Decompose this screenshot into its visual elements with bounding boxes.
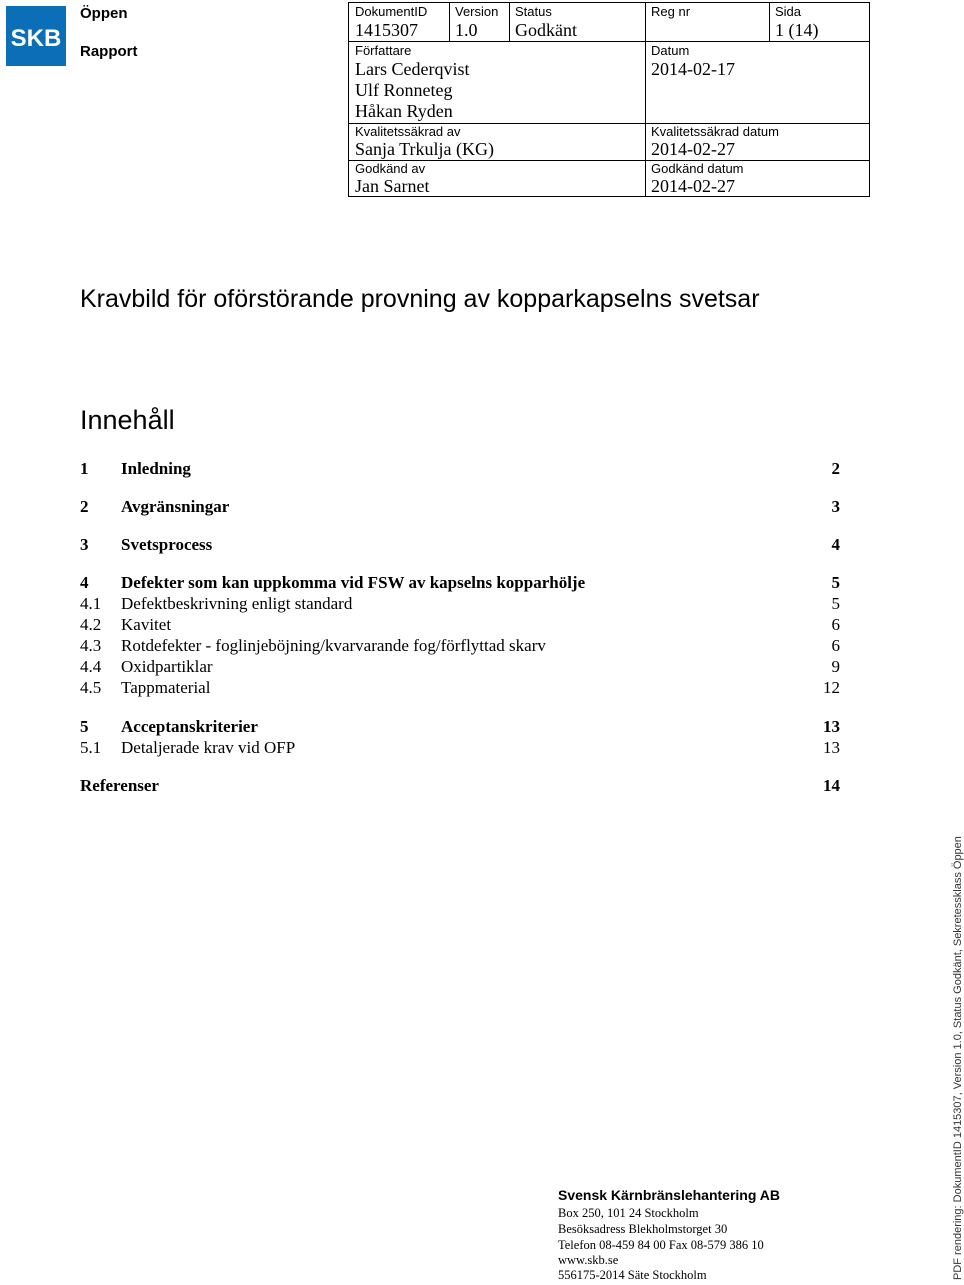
authors-label: Författare: [355, 43, 412, 58]
toc-number: 1: [80, 459, 89, 478]
footer-company-name: Svensk Kärnbränslehantering AB: [558, 1187, 780, 1203]
toc-page: 5: [831, 594, 840, 613]
toc-number: 3: [80, 535, 89, 554]
toc-page: 6: [831, 636, 840, 655]
date-label: Datum: [651, 43, 690, 58]
version-label: Version: [455, 4, 499, 19]
document-title: Kravbild för oförstörande provning av kopparkapselns svetsar: [80, 285, 760, 313]
approved-label: Godkänd av: [355, 161, 426, 176]
toc-title: Detaljerade krav vid OFP: [121, 738, 296, 757]
regnr-label: Reg nr: [651, 4, 691, 19]
author-name: Håkan Ryden: [355, 101, 453, 121]
status-value: Godkänt: [515, 20, 577, 40]
toc-title: Referenser: [80, 776, 159, 795]
classification-label: Öppen: [80, 5, 128, 22]
toc-title: Acceptanskriterier: [121, 717, 258, 736]
pdf-rendering-side-text: PDF rendering: DokumentID 1415307, Version 1.0, Status Godkänt, Sekretessklass Öppen: [952, 836, 964, 1280]
toc-page: 12: [823, 678, 840, 697]
toc-page: 5: [831, 573, 840, 592]
status-label: Status: [515, 4, 552, 19]
toc-entry[interactable]: [80, 657, 840, 678]
toc-entry[interactable]: [80, 615, 840, 636]
docid-label: DokumentID: [355, 4, 428, 19]
toc-page: 14: [823, 776, 840, 795]
toc-title: Kavitet: [121, 615, 172, 634]
toc-page: 13: [823, 738, 840, 757]
toc-number: 4.2: [80, 615, 102, 634]
toc-title: Avgränsningar: [121, 497, 230, 516]
qa-date-label: Kvalitetssäkrad datum: [651, 124, 779, 139]
toc-number: 2: [80, 497, 89, 516]
toc-title: Defekter som kan uppkomma vid FSW av kapselns kopparhölje: [121, 573, 586, 592]
toc-title: Svetsprocess: [121, 535, 213, 554]
version-value: 1.0: [455, 20, 478, 40]
toc-page: 4: [831, 535, 840, 554]
toc-entry[interactable]: [80, 459, 840, 480]
toc-entry[interactable]: [80, 573, 840, 594]
toc-page: 6: [831, 615, 840, 634]
approved-date-label: Godkänd datum: [651, 161, 744, 176]
toc-number: 5: [80, 717, 89, 736]
toc-entry[interactable]: [80, 678, 840, 699]
docid-value: 1415307: [355, 20, 418, 40]
toc-title: Oxidpartiklar: [121, 657, 213, 676]
page-value: 1 (14): [775, 20, 819, 40]
toc-entry[interactable]: [80, 738, 840, 759]
footer-registration-line: 556175-2014 Säte Stockholm: [558, 1268, 707, 1282]
logo-text: SKB: [10, 25, 62, 52]
toc-page: 3: [831, 497, 840, 516]
toc-entry[interactable]: [80, 636, 840, 657]
toc-entry[interactable]: [80, 535, 840, 556]
toc-entry[interactable]: [80, 717, 840, 738]
document-type-label: Rapport: [80, 43, 138, 60]
toc-number: 4.4: [80, 657, 102, 676]
page-label: Sida: [775, 4, 802, 19]
qa-date-value: 2014-02-27: [651, 139, 735, 159]
toc-page: 13: [823, 717, 840, 736]
author-name: Lars Cederqvist: [355, 59, 470, 79]
approved-value: Jan Sarnet: [355, 176, 430, 196]
toc-title: Defektbeskrivning enligt standard: [121, 594, 353, 613]
skb-logo: [6, 6, 66, 66]
date-value: 2014-02-17: [651, 59, 735, 79]
author-name: Ulf Ronneteg: [355, 80, 453, 100]
footer-address-line: Box 250, 101 24 Stockholm: [558, 1206, 699, 1220]
toc-entry[interactable]: [80, 594, 840, 615]
toc-title: Tappmaterial: [121, 678, 211, 697]
toc-number: 4.3: [80, 636, 102, 655]
qa-label: Kvalitetssäkrad av: [355, 124, 461, 139]
toc-heading: Innehåll: [80, 405, 175, 435]
toc-entry[interactable]: [80, 776, 840, 797]
toc-number: 4.5: [80, 678, 102, 697]
toc-title: Inledning: [121, 459, 191, 478]
footer-phone-line: Telefon 08-459 84 00 Fax 08-579 386 10: [558, 1238, 764, 1252]
toc-title: Rotdefekter - foglinjeböjning/kvarvarande fog/förflyttad skarv: [121, 636, 546, 655]
footer-address-line: Besöksadress Blekholmstorget 30: [558, 1222, 728, 1236]
qa-value: Sanja Trkulja (KG): [355, 139, 494, 159]
footer-website-link[interactable]: www.skb.se: [558, 1253, 619, 1267]
toc-number: 5.1: [80, 738, 102, 757]
toc-number: 4.1: [80, 594, 102, 613]
toc-number: 4: [80, 573, 89, 592]
toc-page: 2: [831, 459, 840, 478]
document-header-table: [348, 2, 870, 197]
toc-page: 9: [831, 657, 840, 676]
toc-entry[interactable]: [80, 497, 840, 518]
approved-date-value: 2014-02-27: [651, 176, 735, 196]
